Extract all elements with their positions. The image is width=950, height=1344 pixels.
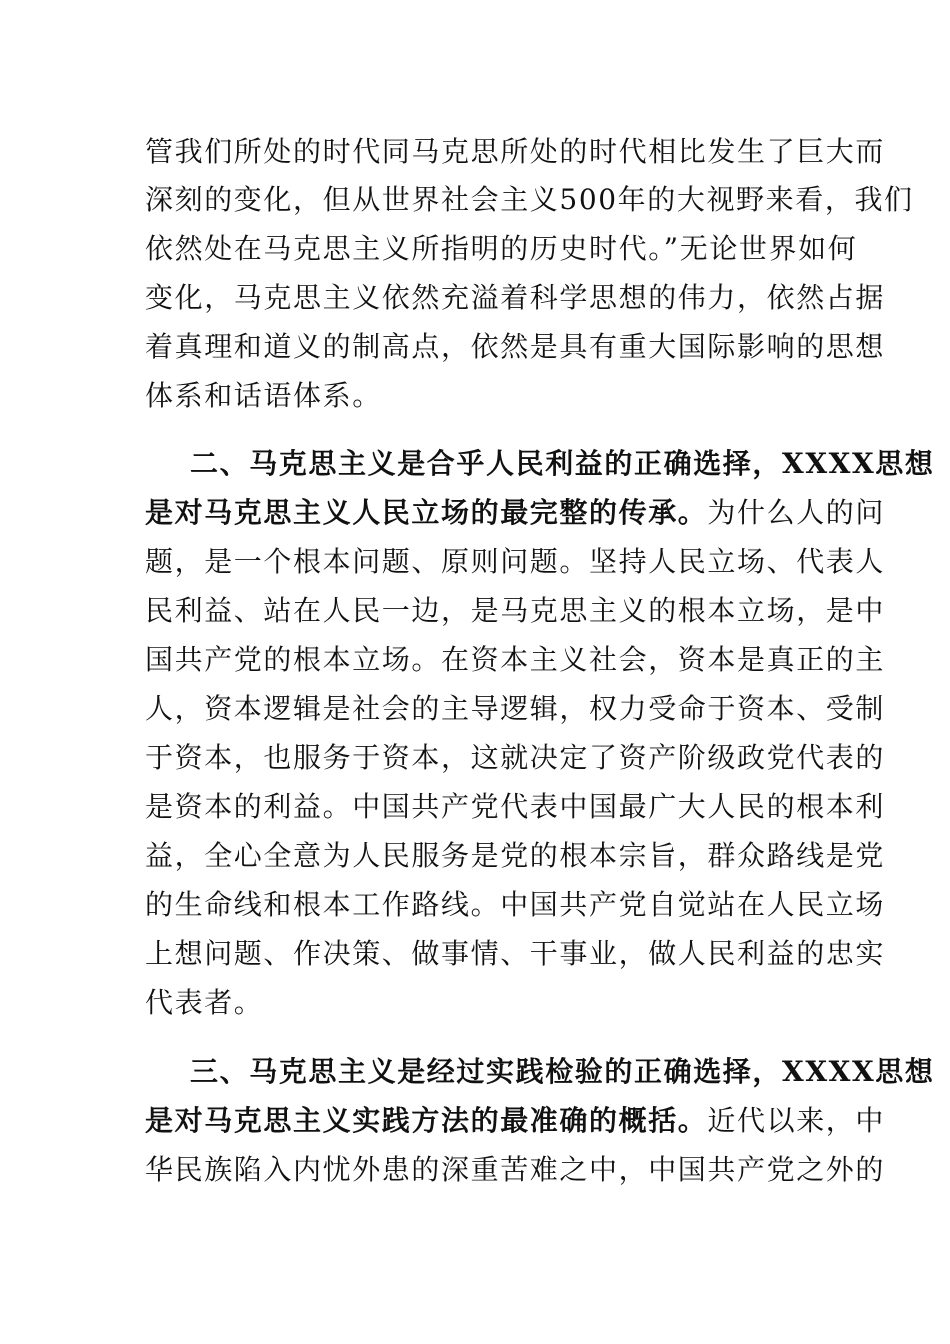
paragraph-line: 代表者。 <box>145 986 264 1019</box>
paragraph-line: 上想问题、作决策、做事情、干事业，做人民利益的忠实 <box>145 937 886 970</box>
section-heading-mixed-line <box>145 1101 886 1141</box>
paragraph-text: 近代以来，中 <box>707 1104 886 1137</box>
paragraph-line: 于资本，也服务于资本，这就决定了资产阶级政党代表的 <box>145 741 886 774</box>
paragraph-text: 为什么人的问 <box>707 496 886 529</box>
paragraph-line: 题，是一个根本问题、原则问题。坚持人民立场、代表人 <box>145 545 886 578</box>
paragraph-line: 人，资本逻辑是社会的主导逻辑，权力受命于资本、受制 <box>145 692 886 725</box>
paragraph-line: 民利益、站在人民一边，是马克思主义的根本立场，是中 <box>145 594 886 627</box>
section-heading-mixed-line <box>145 493 886 533</box>
paragraph-line: 益，全心全意为人民服务是党的根本宗旨，群众路线是党 <box>145 839 886 872</box>
section-heading-line: 二、马克思主义是合乎人民利益的正确选择，XXXX思想 <box>190 447 935 480</box>
paragraph-line: 依然处在马克思主义所指明的历史时代。”无论世界如何 <box>145 232 858 265</box>
section-heading-text: 是对马克思主义人民立场的最完整的传承。 <box>145 496 708 529</box>
section-heading-line: 三、马克思主义是经过实践检验的正确选择，XXXX思想 <box>190 1055 935 1088</box>
paragraph-line: 华民族陷入内忧外患的深重苦难之中，中国共产党之外的 <box>145 1153 886 1186</box>
paragraph-line: 深刻的变化，但从世界社会主义500年的大视野来看，我们 <box>145 183 914 216</box>
paragraph-line: 的生命线和根本工作路线。中国共产党自觉站在人民立场 <box>145 888 886 921</box>
paragraph-line: 着真理和道义的制高点，依然是具有重大国际影响的思想 <box>145 330 886 363</box>
paragraph-line: 管我们所处的时代同马克思所处的时代相比发生了巨大而 <box>145 135 886 168</box>
paragraph-line: 国共产党的根本立场。在资本主义社会，资本是真正的主 <box>145 643 886 676</box>
paragraph-line: 体系和话语体系。 <box>145 379 382 412</box>
section-heading-text: 是对马克思主义实践方法的最准确的概括。 <box>145 1104 708 1137</box>
paragraph-line: 是资本的利益。中国共产党代表中国最广大人民的根本利 <box>145 790 886 823</box>
paragraph-line: 变化，马克思主义依然充溢着科学思想的伟力，依然占据 <box>145 281 886 314</box>
